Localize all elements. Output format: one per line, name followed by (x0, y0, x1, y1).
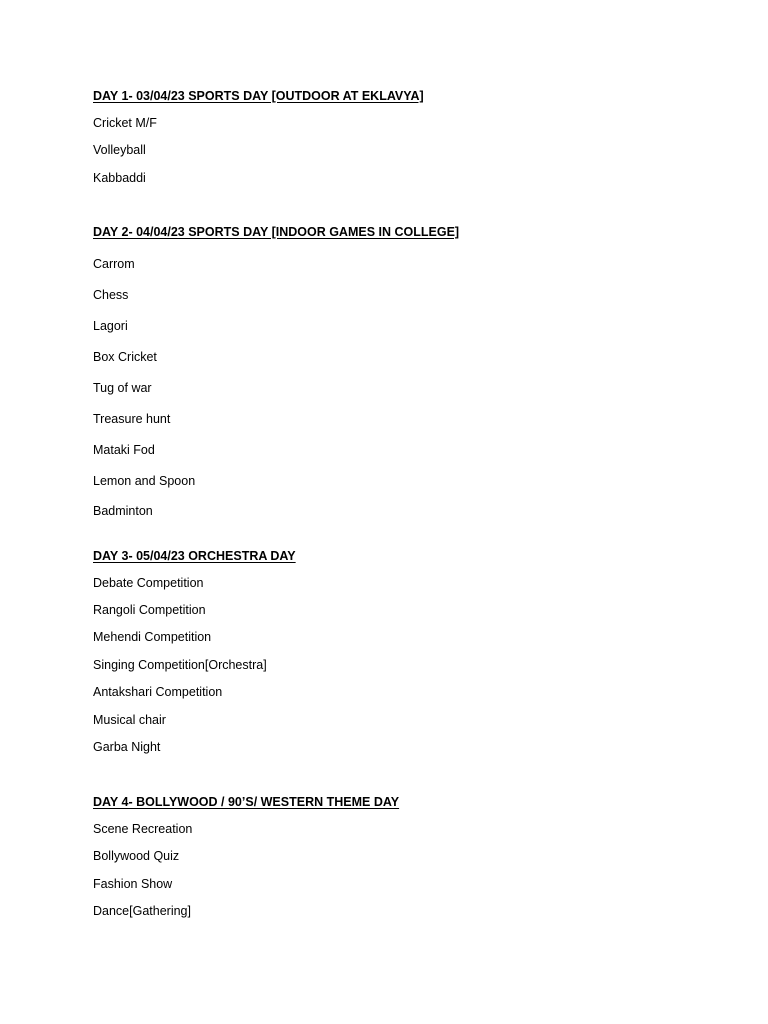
list-item: Chess (93, 288, 129, 302)
list-item: Badminton (93, 504, 153, 518)
list-item: Musical chair (93, 713, 166, 727)
list-item: Debate Competition (93, 576, 204, 590)
list-item: Box Cricket (93, 350, 157, 364)
list-item: Lagori (93, 319, 128, 333)
section-heading-day-1: DAY 1- 03/04/23 SPORTS DAY [OUTDOOR AT EKLAVYA] (93, 89, 424, 103)
list-item: Lemon and Spoon (93, 474, 196, 488)
list-item: Rangoli Competition (93, 603, 206, 617)
list-item: Treasure hunt (93, 412, 171, 426)
section-heading-day-4: DAY 4- BOLLYWOOD / 90’S/ WESTERN THEME DAY (93, 795, 400, 809)
list-item: Antakshari Competition (93, 685, 223, 699)
list-item: Mehendi Competition (93, 630, 212, 644)
list-item: Scene Recreation (93, 822, 193, 836)
list-item: Carrom (93, 257, 135, 271)
list-item: Kabbaddi (93, 171, 146, 185)
section-heading-day-3: DAY 3- 05/04/23 ORCHESTRA DAY (93, 549, 296, 563)
list-item: Bollywood Quiz (93, 849, 180, 863)
section-heading-day-2: DAY 2- 04/04/23 SPORTS DAY [INDOOR GAMES IN COLLEGE] (93, 225, 460, 239)
list-item: Garba Night (93, 740, 161, 754)
list-item: Cricket M/F (93, 116, 157, 130)
list-item: Dance[Gathering] (93, 904, 191, 918)
list-item: Mataki Fod (93, 443, 155, 457)
list-item: Singing Competition[Orchestra] (93, 658, 267, 672)
list-item: Fashion Show (93, 877, 173, 891)
list-item: Tug of war (93, 381, 152, 395)
list-item: Volleyball (93, 143, 146, 157)
